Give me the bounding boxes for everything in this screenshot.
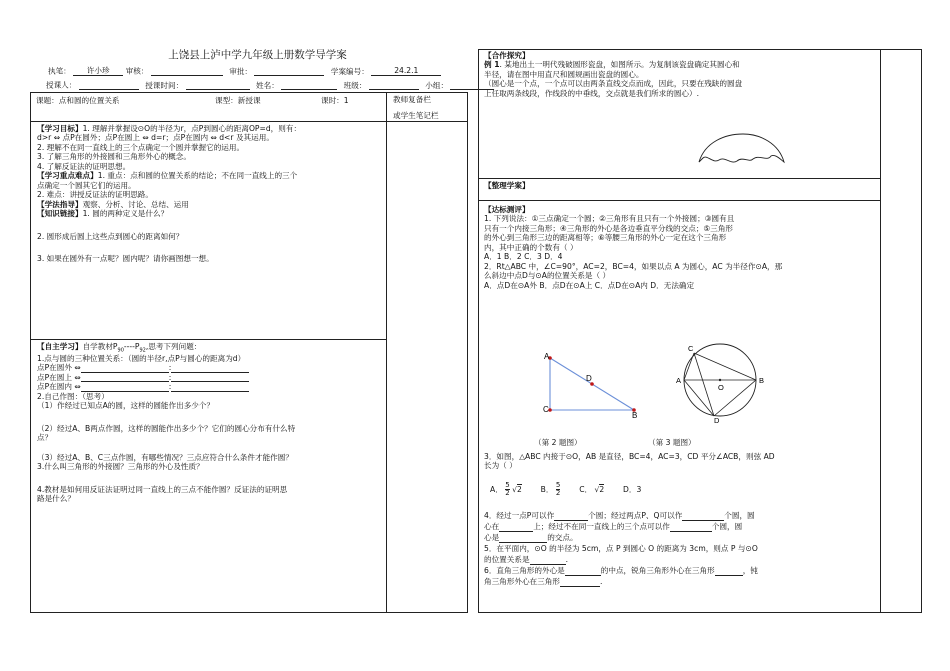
label-a: A <box>544 352 550 361</box>
self-title: 【自主学习】 <box>37 342 83 351</box>
time-field[interactable] <box>186 80 250 90</box>
number-field[interactable]: 24.2.1 <box>371 66 441 76</box>
caption-q3: （第 3 题图） <box>648 438 696 447</box>
right-divider-1 <box>478 178 880 179</box>
lesson-type: 课型：新授课 <box>215 96 261 105</box>
page-title: 上饶县上泸中学九年级上册数学导学案 <box>168 49 347 61</box>
plate-outline <box>699 134 784 162</box>
key-title: 【学习重点难点】 <box>37 171 98 181</box>
broken-plate-figure <box>695 132 787 172</box>
figure-q2 <box>540 350 650 418</box>
figure-q3 <box>676 340 770 424</box>
label-b3: B <box>759 376 765 385</box>
frac-a: $\frac{5}{2}$ <box>505 481 510 498</box>
q4-blank-4[interactable] <box>670 523 712 532</box>
notes-label-1: 教师复备栏 <box>393 95 431 104</box>
q1-options: A．1 B．2 C．3 D．4 <box>484 252 563 262</box>
label-d: D <box>586 374 592 383</box>
goals-title: 【学习目标】 <box>37 124 83 133</box>
approver-field[interactable] <box>254 66 324 76</box>
q4-q6: 4．经过一点P可以作 个圆；经过两点P、Q可以作 个圆，圆 心在 上；经过不在同一直线上的三个点可以作 个圆，圆 心是 的交点。 5．在平面内，⊙O 的半径为 5cm，点 P 到圆心 O 的距离为 3cm，则点 P 与⊙O 的位置关系是 . 6．直角三角形的外心是 的中点，锐角三角形外心在三角形 ，钝 角三角形外心在三角形 . <box>484 511 758 586</box>
q3-text: 3．如图，△ABC 内接于⊙O，AB 是直径，BC=4，AC=3，CD 平分∠ACB，则弦 AD 长为（ ） <box>484 452 775 471</box>
q4-blank-1[interactable] <box>554 512 588 521</box>
name-field[interactable] <box>281 80 337 90</box>
right-divider-2 <box>478 200 880 201</box>
test-section: 【达标测评】 1. 下列说法：①三点确定一个圆；②三角形有且只有一个外接圆；③圆有且 只有一个内接三角形；④三角形的外心是各边垂直平分线的交点；⑤三角形 的外心到三角形三边的距离相等；⑥等腰三角形的外心一定在这个三角形 内，其中正确的个数有（ ） A．1 B．2 C．3 D．4 2．Rt△ABC 中，∠C=90°，AC=2，BC=4，如果以点 A 为圆心，AC 为半径作⊙A，那 么斜边中点D与⊙A的位置关系是（ ） A．点D在⊙A外 B．点D在⊙A上 C．点D在⊙A内 D．无法确定 <box>484 205 878 290</box>
header-row-2: 授课人： 授课时间： 姓名： 班级： 小组： <box>46 80 494 90</box>
info-divider <box>30 121 468 122</box>
notes-column-divider <box>386 92 387 613</box>
reviewer-field[interactable] <box>151 66 223 76</box>
section-divider <box>30 339 386 340</box>
chord-cb <box>694 353 756 380</box>
right-notes-divider <box>880 49 881 613</box>
method-title: 【学法指导】 <box>37 199 83 209</box>
label-b: B <box>632 411 638 418</box>
q4-blank-2[interactable] <box>682 512 724 521</box>
teacher-field[interactable] <box>79 80 139 90</box>
link-title: 【知识链接】 <box>37 209 83 219</box>
caption-q2: （第 2 题图） <box>534 438 582 447</box>
q5-blank[interactable] <box>530 556 566 565</box>
chord-ac <box>684 353 694 380</box>
coop-title: 【合作探究】 <box>484 51 530 60</box>
label-a3: A <box>676 376 682 385</box>
q6-blank-3[interactable] <box>560 578 600 587</box>
sort-title: 【整理学案】 <box>484 181 530 190</box>
q6-blank-2[interactable] <box>715 567 743 576</box>
self-study: 【自主学习】自学教材$P_{90}----P_{92}$,思考下列问题： 1.点与圆的三种位置关系：（圆的半径r,点P与圆心的距离为d） 点P在圆外 ⇔ : 点P在圆上 ⇔ : 点P在圆内 ⇔ : 2.自己作图：（思考） （1）作经过已知点A的圆，这样的圆能作出多少个？ （2）经过A、B两点作圆，这样的圆能作出多少个？它们的圆心分布有什么特 点？ （3）经过A、B、C三点作圆，有哪些情况？三点应符合什么条件才能作圆？ 3.什么叫三角形的外接圆？三角形的外心及性质？ 4.教材是如何用反证法证明过同一直线上的三点不能作圆？反证法的证明思 路是什么？ <box>37 342 296 504</box>
notes-label-2: 或学生笔记栏 <box>393 111 439 120</box>
lesson-hours: 课时：1 <box>321 96 349 105</box>
label-o3: O <box>718 383 724 392</box>
q2-options: A．点D在⊙A外 B．点D在⊙A上 C．点D在⊙A内 D．无法确定 <box>484 280 695 290</box>
label-d3: D <box>714 416 720 424</box>
topic-label: 课题：点和圆的位置关系 <box>36 96 120 105</box>
coop-section: 【合作探究】 例 1. 某地出土一明代残破圆形瓷盘，如图所示。为复制该瓷盘确定其圆心和 半径，请在图中用直尺和圆规画出瓷盘的圆心。 （圆心是一个点，一个点可以由两条直线交点而成，因此，只要在残缺的圆盘 上任取两条线段，作线段的中垂线，交点就是我们所求的圆心）. <box>484 51 878 98</box>
q3-options: A． $\frac{5}{2}$ √2 B． $\frac{5}{2}$ C． √2 D．3 <box>490 481 642 498</box>
q4-blank-3[interactable] <box>499 523 533 532</box>
class-field[interactable] <box>369 80 419 90</box>
frac-b: $\frac{5}{2}$ <box>555 481 561 498</box>
label-c3: C <box>688 344 694 353</box>
left-content: 【学习目标】1. 理解并掌握设⊙O的半径为r，点P到圆心的距离OP=d，则有： d>r ⇔ 点P在圆外；点P在圆上 ⇔ d=r；点P在圆内 ⇔ d<r 及其运用。 2. 理解不在同一直线上的三个点确定一个圆并掌握它的运用。 3. 了解三角形的外接圆和三角形外心的概念。 4. 了解反证法的证明思想。 【学习重点难点】1. 重点：点和圆的位置关系的结论；不在同一直线上的三个 点确定一个圆其它们的运用。 2. 难点：讲授反证法的证明思路。 【学法指导】观察、分析、讨论、总结、运用 【知识链接】1. 圆的两种定义是什么？ 2. 圆形成后圆上这些点到圆心的距离如何？ 3. 如果在圆外有一点呢？圆内呢？请你画图想一想。 <box>37 124 302 264</box>
header-row-1: 执笔： 许小珍 审核： 审批： 学案编号： 24.2.1 <box>48 66 441 76</box>
q4-blank-5[interactable] <box>499 534 547 543</box>
label-c: C <box>543 405 549 414</box>
chord-cd <box>694 353 714 416</box>
test-title: 【达标测评】 <box>484 205 530 214</box>
author-field[interactable]: 许小珍 <box>73 66 123 76</box>
q6-blank-1[interactable] <box>565 567 601 576</box>
center-o <box>719 379 721 381</box>
